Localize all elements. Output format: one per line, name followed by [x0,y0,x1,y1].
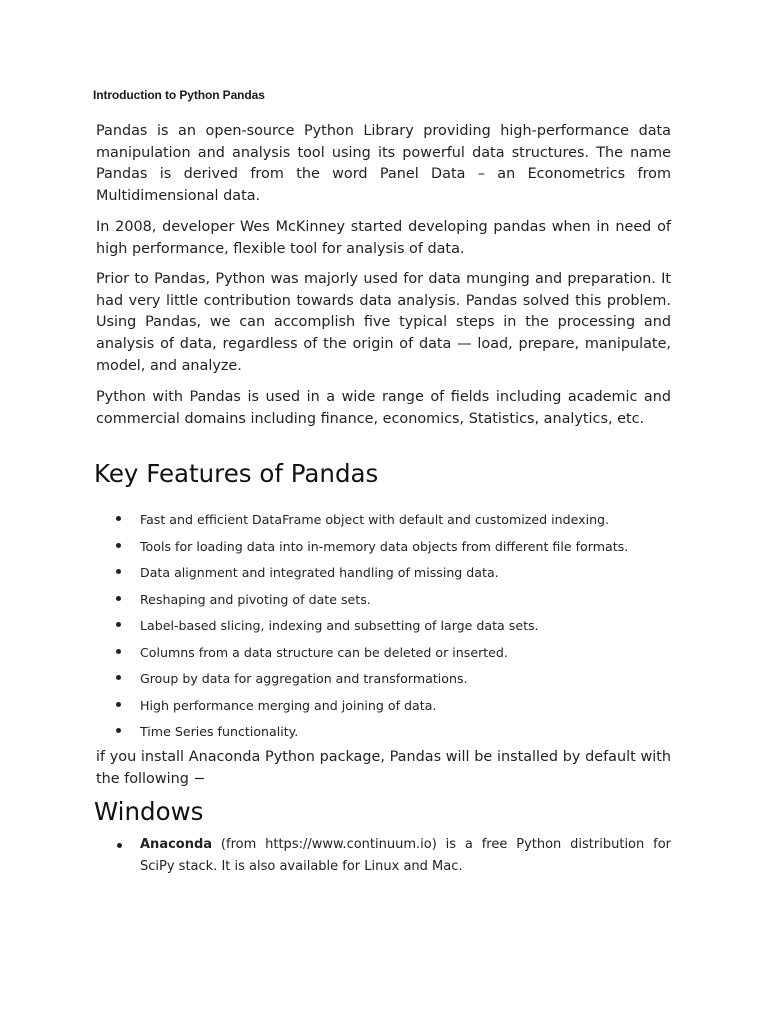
install-note: if you install Anaconda Python package, Pandas will be installed by default with the following − [96,749,671,787]
anaconda-description: (from https://www.continuum.io) is a free Python distribution for SciPy stack. It is also available for Linux and Mac. [140,837,671,874]
list-item [0,695,768,715]
bullet-icon [116,516,121,521]
windows-heading: Windows [94,797,204,826]
intro-paragraph: Pandas is an open-source Python Library providing high-performance data manipulation and analysis tool using its powerful data structures. The name Pandas is derived from the word Panel Data – an Econometrics from Multidimensional data. [96,123,671,205]
list-item-text: Data alignment and integrated handling of missing data. [140,565,499,580]
list-item [0,589,768,609]
history-paragraph: In 2008, developer Wes McKinney started developing pandas when in need of high performance, flexible tool for analysis of data. [96,219,671,257]
list-item-text: Tools for loading data into in-memory data objects from different file formats. [140,539,629,554]
motivation-paragraph: Prior to Pandas, Python was majorly used for data munging and preparation. It had very little contribution towards data analysis. Pandas solved this problem. Using Pandas, we can accomplish five typical steps in the processing and analysis of data, regardless of the origin of data — load, prepare, manipulate, model, and analyze. [96,271,671,374]
list-item [0,536,768,556]
list-item [0,721,768,741]
list-item-text: Columns from a data structure can be deleted or inserted. [140,645,508,660]
list-item-text [140,834,671,878]
anaconda-label: Anaconda [140,837,213,852]
features-heading: Key Features of Pandas [94,459,379,488]
bullet-icon [117,843,122,848]
bullet-icon [116,649,121,654]
bullet-icon [116,728,121,733]
list-item-text: Fast and efficient DataFrame object with default and customized indexing. [140,512,610,527]
list-item-text: Reshaping and pivoting of date sets. [140,592,371,607]
page-title: Introduction to Python Pandas [93,88,265,102]
bullet-icon [116,596,121,601]
bullet-icon [116,543,121,548]
bullet-icon [116,675,121,680]
list-item-text: High performance merging and joining of data. [140,698,437,713]
list-item [0,509,768,529]
bullet-icon [116,622,121,627]
list-item [0,668,768,688]
list-item-text: Group by data for aggregation and transformations. [140,671,468,686]
list-item [0,615,768,635]
list-item-text: Label-based slicing, indexing and subsetting of large data sets. [140,618,539,633]
bullet-icon [116,702,121,707]
list-item-text: Time Series functionality. [140,724,299,739]
bullet-icon [116,569,121,574]
list-item [0,562,768,582]
list-item [0,642,768,662]
usage-paragraph: Python with Pandas is used in a wide range of fields including academic and commercial domains including finance, economics, Statistics, analytics, etc. [96,389,671,427]
